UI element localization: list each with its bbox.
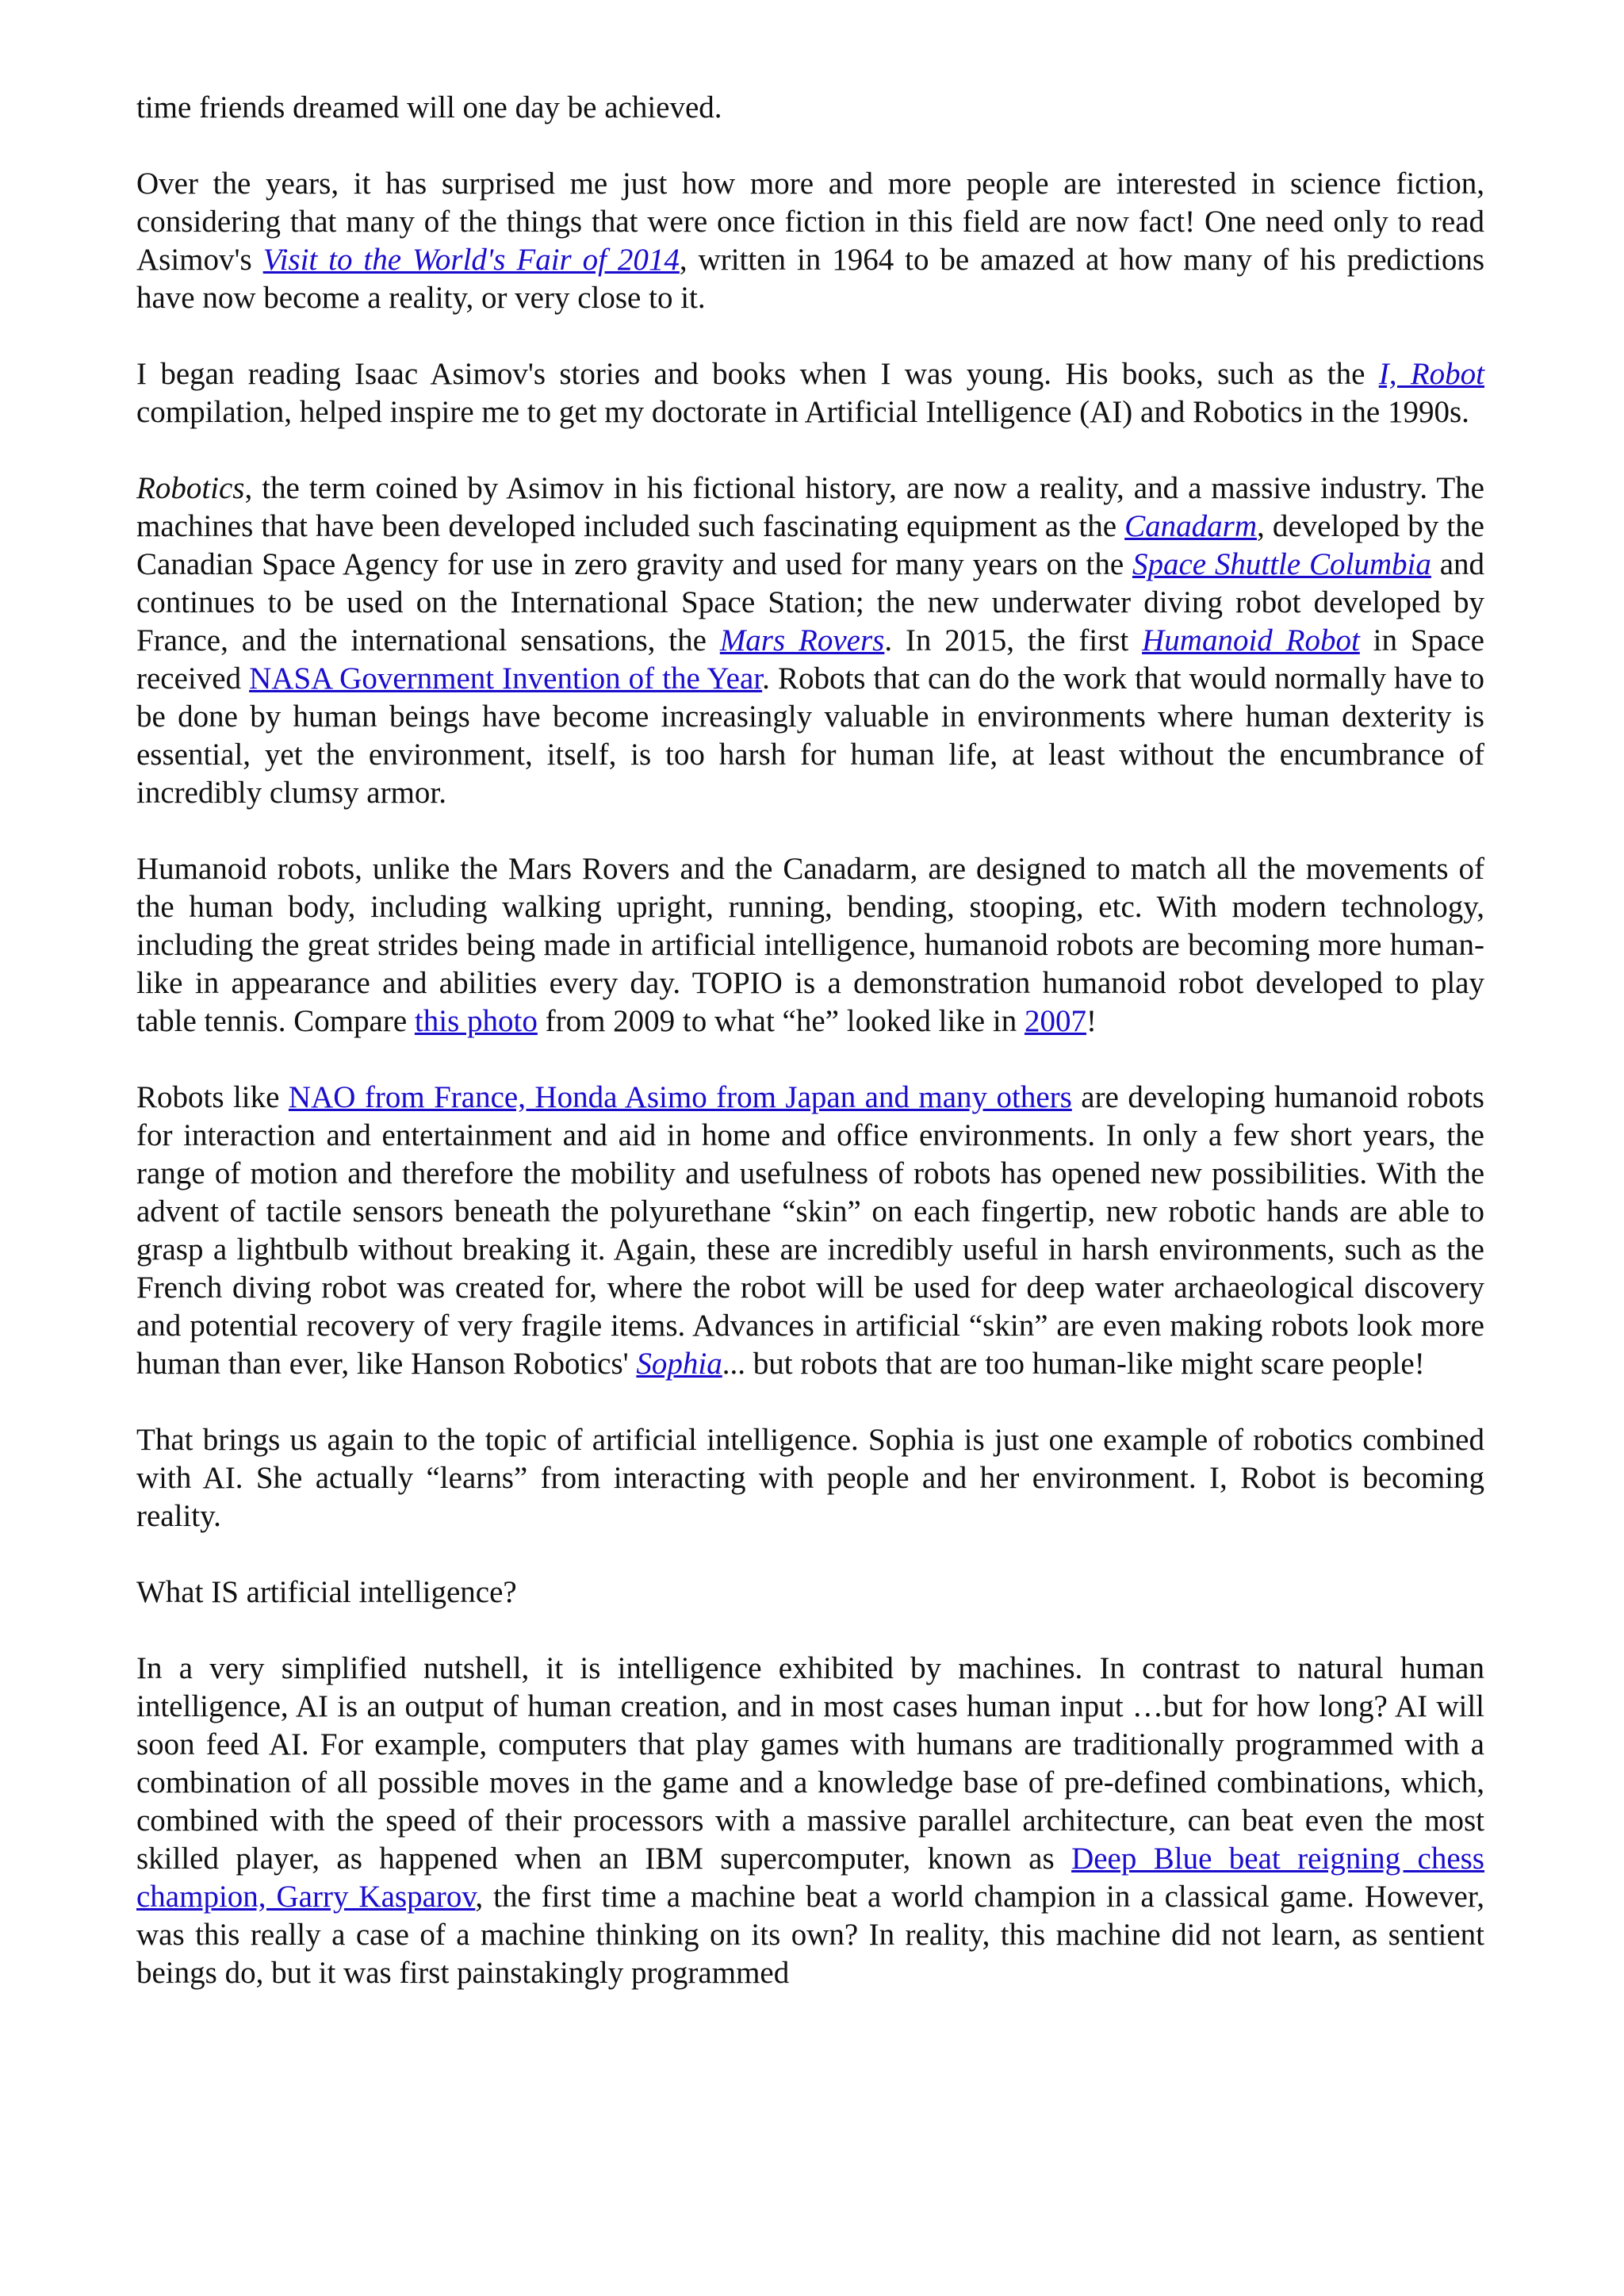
link-space-shuttle-columbia[interactable]: Space Shuttle Columbia [1132, 547, 1431, 581]
p5-text-2: from 2009 to what “he” looked like in [537, 1004, 1025, 1038]
link-visit-worlds-fair-2014[interactable]: Visit to the World's Fair of 2014 [262, 243, 680, 277]
p4-text-6: . Robots that can do the work that would normally have to be done by human beings have become increasingly valuable in environments where human dexterity is essential, yet the environment, itself, is too harsh for human life, at least without the encumbrance of incredibly clumsy armor. [136, 661, 1484, 810]
paragraph-1 [136, 89, 1484, 127]
p4-robotics-term: Robotics [136, 471, 245, 505]
p2-text-1: Over the years, it has surprised me just how more and more people are interested in science fiction, considering that many of the things that were once fiction in this field are now fact! One need only to read Asimov's [136, 167, 1484, 277]
link-sophia[interactable]: Sophia [636, 1347, 722, 1381]
p4-text-2: , developed by the Canadian Space Agency for use in zero gravity and used for many years on the [136, 509, 1484, 581]
paragraph-2 [136, 165, 1484, 317]
paragraph-3 [136, 355, 1484, 431]
p5-text-3: ! [1086, 1004, 1097, 1038]
p4-text-3: and continues to be used on the International Space Station; the new underwater diving robot developed by France, and the international sensations, the [136, 547, 1484, 657]
p7-text: That brings us again to the topic of artificial intelligence. Sophia is just one example of robotics combined with AI. She actually “learns” from interacting with people and her environment. I, Robot is becoming reality. [136, 1423, 1484, 1533]
p6-text-1: Robots like [136, 1080, 289, 1114]
link-this-photo[interactable]: this photo [414, 1004, 538, 1038]
paragraph-6 [136, 1079, 1484, 1383]
paragraph-8-question [136, 1573, 1484, 1612]
link-canadarm[interactable]: Canadarm [1124, 509, 1257, 543]
p5-text-1: Humanoid robots, unlike the Mars Rovers and the Canadarm, are designed to match all the movements of the human body, including walking upright, running, bending, stooping, etc. With modern technology, including the great strides being made in artificial intelligence, humanoid robots are becoming more human-like in appearance and abilities every day. TOPIO is a demonstration humanoid robot developed to play table tennis. Compare [136, 852, 1484, 1038]
p1-text: time friends dreamed will one day be achieved. [136, 90, 722, 125]
link-nao-honda-asimo[interactable]: NAO from France, Honda Asimo from Japan and many others [288, 1080, 1072, 1114]
paragraph-9 [136, 1650, 1484, 1992]
p3-text-2: compilation, helped inspire me to get my doctorate in Artificial Intelligence (AI) and Robotics in the 1990s. [136, 395, 1469, 429]
link-i-robot[interactable]: I, Robot [1378, 357, 1484, 391]
link-deep-blue-kasparov[interactable]: Deep Blue beat reigning chess champion, Garry Kasparov [136, 1842, 1484, 1914]
paragraph-7 [136, 1421, 1484, 1535]
document-body [136, 89, 1484, 1992]
p4-text-1: , the term coined by Asimov in his fictional history, are now a reality, and a massive industry. The machines that have been developed included such fascinating equipment as the [136, 471, 1484, 543]
paragraph-5 [136, 850, 1484, 1041]
link-mars-rovers[interactable]: Mars Rovers [719, 623, 885, 657]
p6-text-3: ... but robots that are too human-like might scare people! [722, 1347, 1425, 1381]
link-2007[interactable]: 2007 [1024, 1004, 1086, 1038]
link-nasa-invention-of-year[interactable]: NASA Government Invention of the Year [249, 661, 763, 696]
p3-text-1: I began reading Isaac Asimov's stories and books when I was young. His books, such as the [136, 357, 1379, 391]
p4-text-5: in Space received [136, 623, 1484, 696]
p6-text-2: are developing humanoid robots for interaction and entertainment and aid in home and office environments. In only a few short years, the range of motion and therefore the mobility and usefulness of robots has opened new possibilities. With the advent of tactile sensors beneath the polyurethane “skin” on each fingertip, new robotic hands are able to grasp a lightbulb without breaking it. Again, these are incredibly useful in harsh environments, such as the French diving robot was created for, where the robot will be used for deep water archaeological discovery and potential recovery of very fragile items. Advances in artificial “skin” are even making robots look more human than ever, like Hanson Robotics' [136, 1080, 1484, 1381]
p4-text-4: . In 2015, the first [884, 623, 1143, 657]
p8-text: What IS artificial intelligence? [136, 1575, 517, 1609]
p2-text-2: , written in 1964 to be amazed at how many of his predictions have now become a reality, or very close to it. [136, 243, 1484, 315]
p9-text-2: , the first time a machine beat a world champion in a classical game. However, was this really a case of a machine thinking on its own? In reality, this machine did not learn, as sentient beings do, but it was first painstakingly programmed [136, 1880, 1484, 1990]
paragraph-4 [136, 470, 1484, 812]
p9-text-1: In a very simplified nutshell, it is intelligence exhibited by machines. In contrast to natural human intelligence, AI is an output of human creation, and in most cases human input …but for how long? AI will soon feed AI. For example, computers that play games with humans are traditionally programmed with a combination of all possible moves in the game and a knowledge base of pre-defined combinations, which, combined with the speed of their processors with a massive parallel architecture, can beat even the most skilled player, as happened when an IBM supercomputer, known as [136, 1651, 1484, 1876]
link-humanoid-robot[interactable]: Humanoid Robot [1142, 623, 1360, 657]
